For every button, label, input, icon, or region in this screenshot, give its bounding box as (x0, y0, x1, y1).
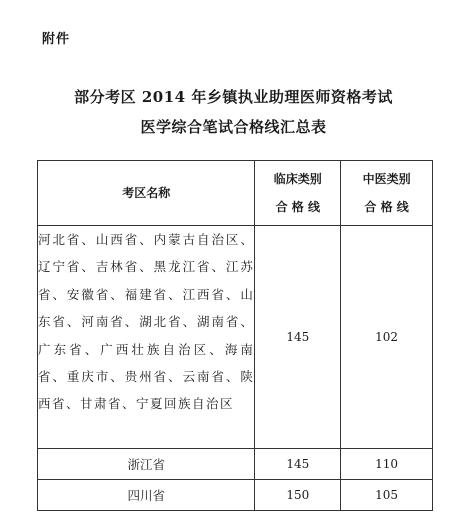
clinical-score-cell: 145 (255, 449, 341, 480)
attachment-label: 附件 (42, 32, 71, 47)
table-row (38, 480, 433, 511)
region-cell: 河北省、山西省、内蒙古自治区、辽宁省、吉林省、黑龙江省、江苏省、安徽省、福建省、江西省、山东省、河南省、湖北省、湖南省、广东省、广西壮族自治区、海南省、重庆市、贵州省、云南省、陕西省、甘肃省、宁夏回族自治区 (38, 226, 255, 449)
region-cell: 四川省 (38, 480, 255, 511)
header-tcm-line-1: 中医类别 (362, 172, 411, 186)
clinical-score-cell: 150 (255, 480, 341, 511)
header-clinical-line-1: 临床类别 (273, 172, 322, 186)
table-header-row (38, 161, 433, 226)
tcm-score-cell: 105 (341, 480, 433, 511)
table-row (38, 449, 433, 480)
document-title-line-1: 部分考区 2014 年乡镇执业助理医师资格考试 (74, 88, 393, 106)
tcm-score-cell: 102 (341, 226, 433, 449)
header-clinical (255, 161, 341, 226)
document-title-line-2: 医学综合笔试合格线汇总表 (140, 118, 327, 136)
clinical-score-cell: 145 (255, 226, 341, 449)
tcm-score-cell: 110 (341, 449, 433, 480)
header-tcm-line-2: 合 格 线 (364, 200, 409, 214)
header-clinical-line-2: 合 格 线 (275, 200, 320, 214)
header-tcm (341, 161, 433, 226)
passing-score-table (37, 160, 433, 511)
header-region: 考区名称 (38, 161, 255, 226)
region-cell: 浙江省 (38, 449, 255, 480)
table-row (38, 226, 433, 449)
